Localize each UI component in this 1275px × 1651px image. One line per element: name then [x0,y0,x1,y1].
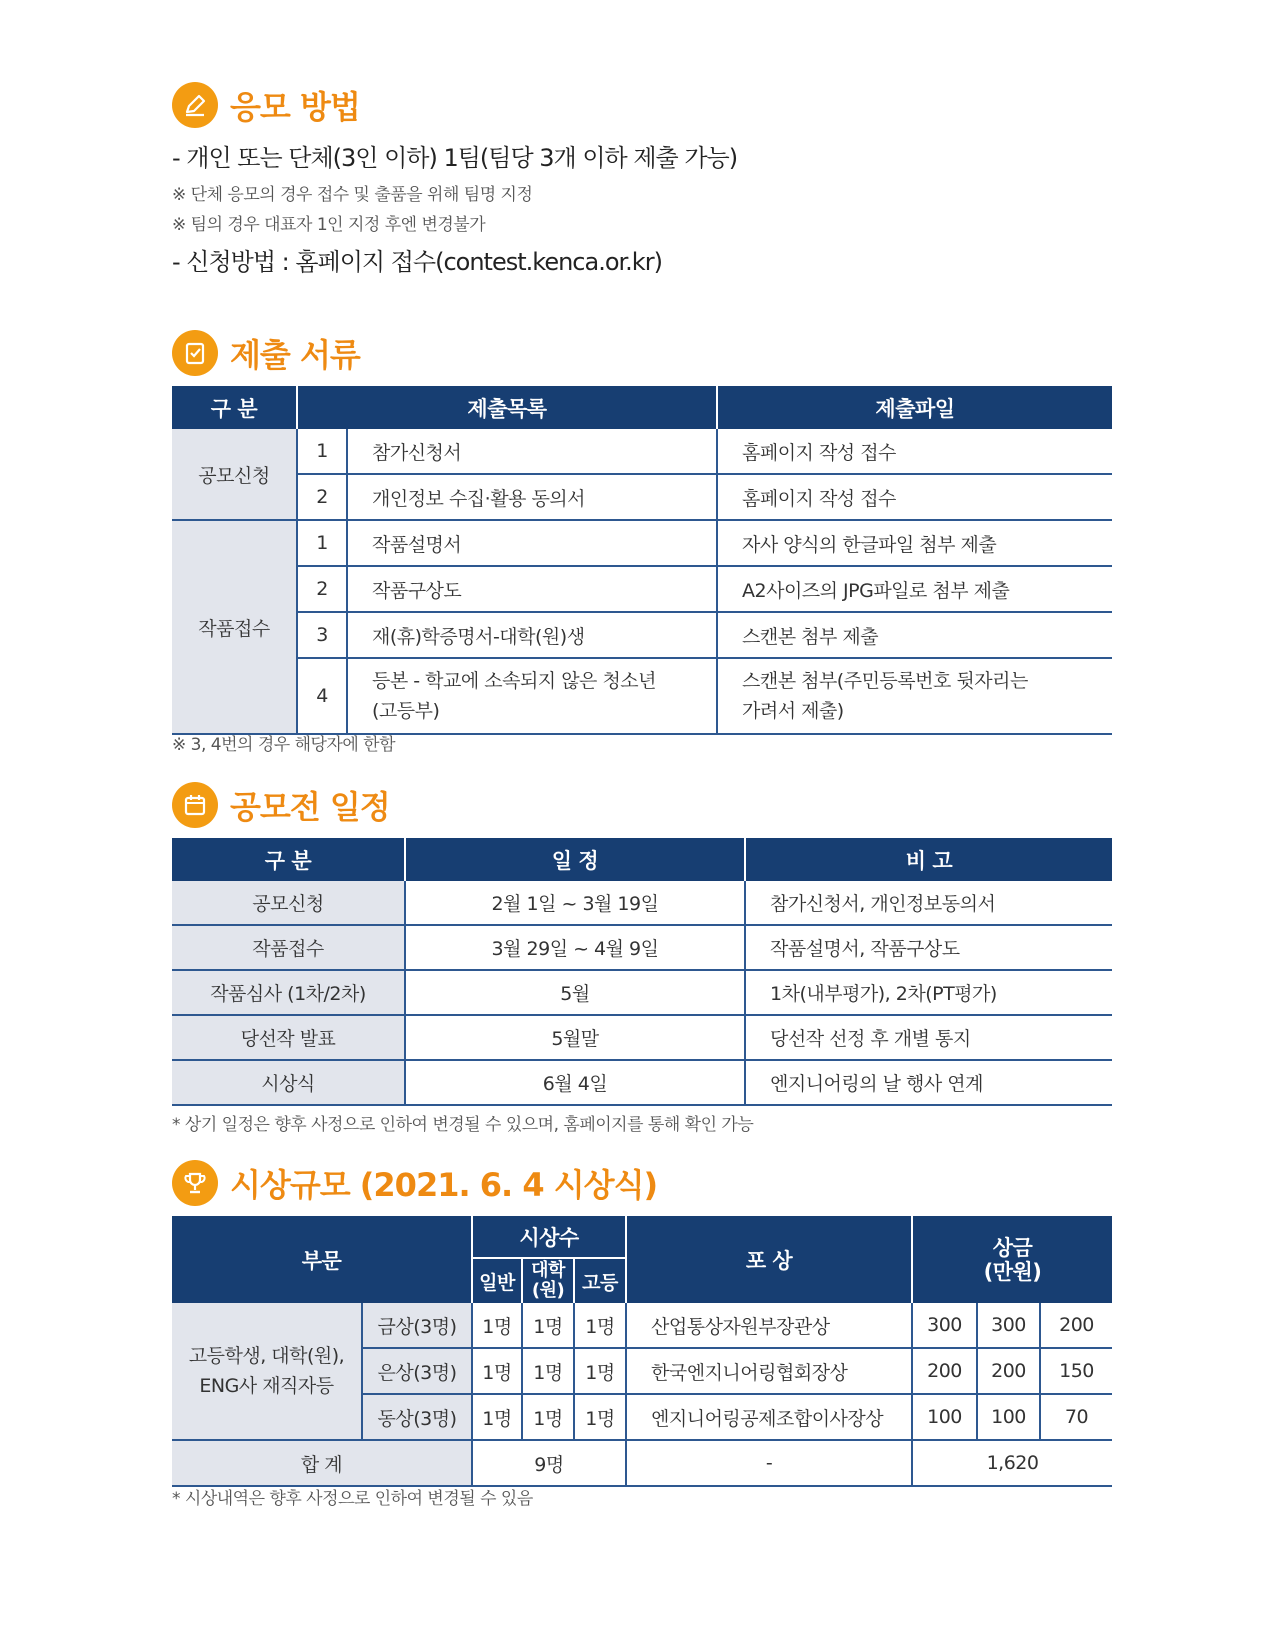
table-row [172,658,1112,734]
prize-cell: 200 [1040,1303,1112,1348]
item-cell: 개인정보 수집·활용 동의서 [347,474,717,520]
header-cell: 제출파일 [717,386,1112,429]
table-row [172,612,1112,658]
table-row [172,1060,1112,1105]
header-cell: 일 정 [405,838,745,881]
awards-footnote: * 시상내역은 향후 사정으로 인하여 변경될 수 있음 [172,1489,533,1509]
section-heading: 응모 방법 [230,88,360,126]
section-heading: 시상규모 (2021. 6. 4 시상식) [230,1166,658,1204]
header-line: 대학 [531,1260,565,1281]
row-number: 2 [297,474,347,520]
date-cell: 5월 [405,970,745,1015]
section-heading: 공모전 일정 [230,788,390,826]
count-cell: 1명 [472,1348,522,1394]
file-cell [717,658,1112,734]
category-cell: 시상식 [172,1060,405,1105]
table-row [172,429,1112,474]
count-cell: 1명 [522,1394,574,1440]
item-cell [347,658,717,734]
award-cell: 한국엔지니어링협회장상 [626,1348,912,1394]
section-heading: 제출 서류 [230,336,360,374]
date-cell: 6월 4일 [405,1060,745,1105]
file-cell: 스캔본 첨부 제출 [717,612,1112,658]
table-row [172,566,1112,612]
award-cell: 산업통상자원부장관상 [626,1303,912,1348]
file-line: 가려서 제출) [742,700,844,722]
prize-cell: 150 [1040,1348,1112,1394]
apply-note-1: ※ 단체 응모의 경우 접수 및 출품을 위해 팀명 지정 [172,185,533,205]
calendar-icon [172,782,218,828]
header-cell: 포 상 [626,1216,912,1303]
apply-line-1: - 개인 또는 단체(3인 이하) 1팀(팀당 3개 이하 제출 가능) [172,144,738,172]
item-cell: 작품설명서 [347,520,717,566]
table-row [172,520,1112,566]
section-title-schedule [172,782,390,828]
date-cell: 3월 29일 ~ 4월 9일 [405,925,745,970]
table-row [172,970,1112,1015]
note-cell: 작품설명서, 작품구상도 [745,925,1112,970]
apply-note-2: ※ 팀의 경우 대표자 1인 지정 후엔 변경불가 [172,215,486,235]
total-label: 합 계 [172,1440,472,1486]
total-award: - [626,1440,912,1486]
header-line: (원) [531,1280,565,1301]
date-cell: 2월 1일 ~ 3월 19일 [405,881,745,925]
category-cell: 작품접수 [172,925,405,970]
item-cell: 작품구상도 [347,566,717,612]
item-cell: 재(휴)학증명서-대학(원)생 [347,612,717,658]
docs-table-wrap [172,386,1112,735]
total-count: 9명 [472,1440,626,1486]
docs-table [172,386,1112,735]
prize-cell: 200 [912,1348,977,1394]
count-cell: 1명 [522,1303,574,1348]
header-cell: 고등 [574,1258,626,1303]
docs-footnote: ※ 3, 4번의 경우 해당자에 한함 [172,735,396,755]
header-line: 상금 [992,1235,1033,1260]
grade-cell: 금상(3명) [362,1303,472,1348]
division-line: 고등학생, 대학(원), [188,1345,345,1367]
table-row [172,881,1112,925]
prize-cell: 70 [1040,1394,1112,1440]
apply-line-2: - 신청방법 : 홈페이지 접수(contest.kenca.or.kr) [172,248,662,276]
grade-cell: 은상(3명) [362,1348,472,1394]
header-cell: 구 분 [172,386,297,429]
trophy-icon [172,1160,218,1206]
item-cell: 참가신청서 [347,429,717,474]
awards-table [172,1216,1112,1487]
date-cell: 5월말 [405,1015,745,1060]
row-number: 1 [297,520,347,566]
prize-cell: 300 [912,1303,977,1348]
category-cell: 당선작 발표 [172,1015,405,1060]
schedule-footnote: * 상기 일정은 향후 사정으로 인하여 변경될 수 있으며, 홈페이지를 통해 확인 가능 [172,1115,754,1135]
row-number: 3 [297,612,347,658]
count-cell: 1명 [574,1303,626,1348]
awards-table-wrap [172,1216,1112,1487]
table-row [172,1303,1112,1348]
prize-cell: 100 [912,1394,977,1440]
item-line: (고등부) [372,700,440,722]
award-cell: 엔지니어링공제조합이사장상 [626,1394,912,1440]
division-line: ENG사 재직자등 [199,1375,334,1397]
category-cell: 공모신청 [172,881,405,925]
note-cell: 1차(내부평가), 2차(PT평가) [745,970,1112,1015]
group-cell: 공모신청 [172,429,297,520]
section-title-awards [172,1160,657,1206]
row-number: 4 [297,658,347,734]
section-title-docs [172,330,360,376]
header-cell: 부문 [172,1216,472,1303]
item-line: 등본 - 학교에 소속되지 않은 청소년 [372,670,657,692]
header-cell: 비 고 [745,838,1112,881]
grade-cell: 동상(3명) [362,1394,472,1440]
table-row [172,925,1112,970]
count-cell: 1명 [472,1394,522,1440]
table-row [172,1015,1112,1060]
file-cell: A2사이즈의 JPG파일로 첨부 제출 [717,566,1112,612]
prize-cell: 100 [977,1394,1040,1440]
header-cell [522,1258,574,1303]
row-number: 1 [297,429,347,474]
count-cell: 1명 [522,1348,574,1394]
pencil-icon [172,82,218,128]
count-cell: 1명 [574,1348,626,1394]
schedule-table [172,838,1112,1106]
note-cell: 당선작 선정 후 개별 통지 [745,1015,1112,1060]
group-cell: 작품접수 [172,520,297,734]
note-cell: 참가신청서, 개인정보동의서 [745,881,1112,925]
count-cell: 1명 [574,1394,626,1440]
header-cell: 시상수 [472,1216,626,1258]
file-line: 스캔본 첨부(주민등록번호 뒷자리는 [742,670,1028,692]
file-cell: 자사 양식의 한글파일 첨부 제출 [717,520,1112,566]
total-prize: 1,620 [912,1440,1112,1486]
header-cell: 일반 [472,1258,522,1303]
prize-cell: 200 [977,1348,1040,1394]
row-number: 2 [297,566,347,612]
file-cell: 홈페이지 작성 접수 [717,474,1112,520]
table-row [172,474,1112,520]
header-cell [912,1216,1112,1303]
note-cell: 엔지니어링의 날 행사 연계 [745,1060,1112,1105]
checklist-icon [172,330,218,376]
header-cell: 구 분 [172,838,405,881]
division-cell [172,1303,362,1440]
schedule-table-wrap [172,838,1112,1106]
prize-cell: 300 [977,1303,1040,1348]
header-line: (만원) [983,1259,1042,1284]
category-cell: 작품심사 (1차/2차) [172,970,405,1015]
file-cell: 홈페이지 작성 접수 [717,429,1112,474]
count-cell: 1명 [472,1303,522,1348]
section-title-apply [172,82,360,128]
total-row [172,1440,1112,1486]
header-cell: 제출목록 [297,386,717,429]
